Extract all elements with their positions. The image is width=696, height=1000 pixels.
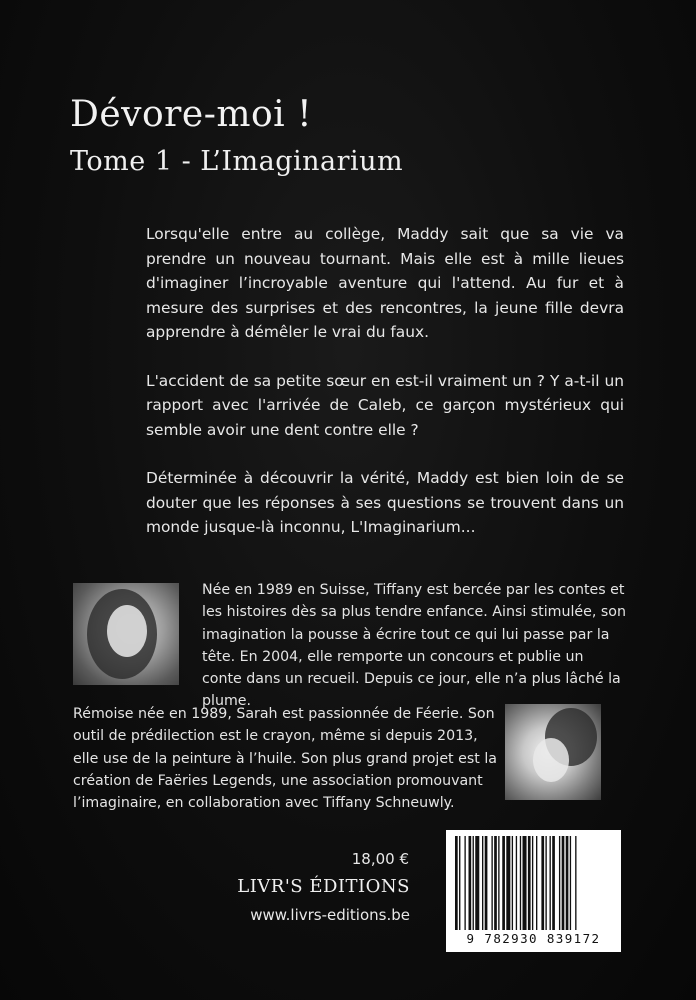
author-photo-sarah [505,704,601,800]
isbn-barcode [446,830,621,952]
isbn-number: 9 782930 839172 [466,931,601,946]
author-bio-text: Née en 1989 en Suisse, Tiffany est bercée par les contes et les histoires dès sa plus tendre enfance. Ainsi stimulée, son imagination la pousse à écrire tout ce qui lui passe par la tête. En 2004, elle remporte un concours et publie un conte dans un recueil. Depuis ce jour, elle n’a plus lâché la plume. [202,582,626,710]
book-subtitle: Tome 1 - L’Imaginarium [70,146,404,177]
publisher-name: LIVR'S ÉDITIONS [237,876,410,897]
author-bio-tiffany [202,579,626,713]
book-title: Dévore-moi ! [70,94,313,135]
author-bio-text: Rémoise née en 1989, Sarah est passionnée de Féerie. Son outil de prédilection est le crayon, même si depuis 2013, elle use de la peinture à l’huile. Son plus grand projet est la création de Faëries Legends, une association promouvant l’imaginaire, en collaboration avec Tiffany Schneuwly. [73,706,497,812]
price: 18,00 € [351,850,409,868]
synopsis-paragraph-1: Lorsqu'elle entre au collège, Maddy sait que sa vie va prendre un nouveau tournant. Mais elle est à mille lieues d'imaginer l’incroyable aventure qui l'attend. Au fur et à mesure des surprises et des rencontres, la jeune fille devra apprendre à démêler le vrai du faux. [146,225,624,341]
author-bio-sarah [73,703,497,814]
synopsis-paragraph-2: L'accident de sa petite sœur en est-il vraiment un ? Y a-t-il un rapport avec l'arrivée de Caleb, ce garçon mystérieux qui semble avoir une dent contre elle ? [146,371,624,439]
author-photo-tiffany [73,583,179,685]
publisher-website: www.livrs-editions.be [250,906,410,924]
synopsis-paragraph-3: Déterminée à découvrir la vérité, Maddy est bien loin de se douter que les réponses à ses questions se trouvent dans un monde jusque-là inconnu, L'Imaginarium... [146,469,624,536]
barcode-icon [454,836,613,930]
synopsis [146,222,624,564]
